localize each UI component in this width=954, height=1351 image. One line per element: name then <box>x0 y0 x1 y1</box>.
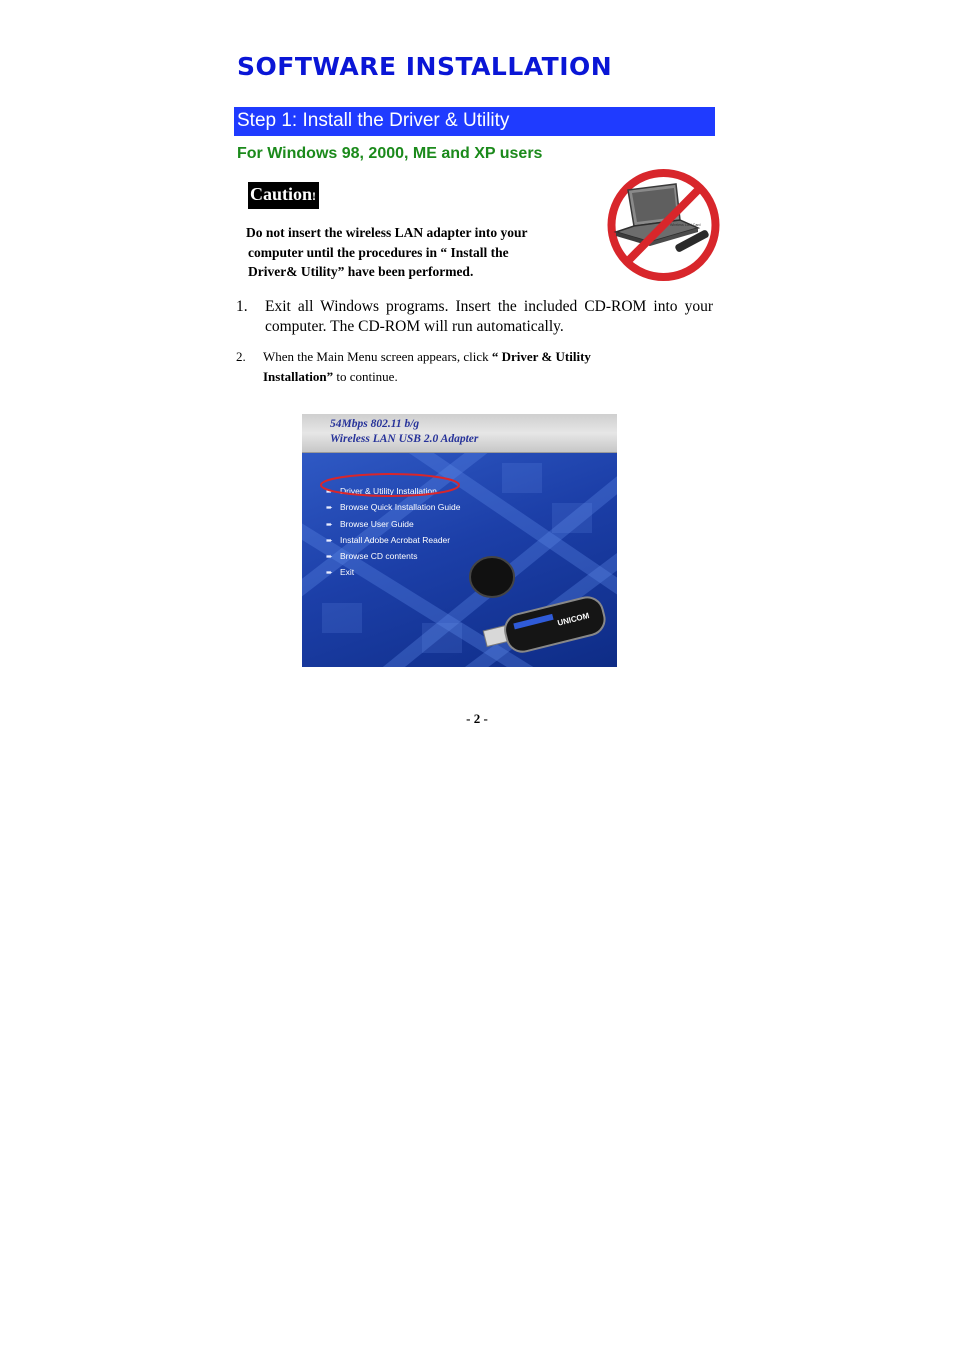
list-text: Exit all Windows programs. Insert the included CD-ROM into your computer. The CD-ROM will run automatically. <box>265 298 713 335</box>
arrow-icon: ➨ <box>326 535 333 545</box>
caution-mark: ! <box>312 189 317 203</box>
step-1-item <box>236 297 713 337</box>
arrow-icon: ➨ <box>326 487 333 496</box>
arrow-icon: ➨ <box>326 568 333 578</box>
page-title: SOFTWARE INSTALLATION <box>237 52 613 81</box>
caution-text <box>246 223 566 282</box>
step-2-text-end: to continue. <box>333 369 398 384</box>
menu-item-browse-cd-contents[interactable]: ➨ Browse CD contents <box>326 548 460 564</box>
arrow-icon: ➨ <box>326 503 333 513</box>
menu-item-driver-utility-installation[interactable]: ➨ Driver & Utility Installation <box>326 483 460 499</box>
cd-menu-header <box>302 414 617 453</box>
caution-line: computer until the procedures in “ Install the <box>248 244 509 260</box>
menu-item-exit[interactable]: ➨ Exit <box>326 564 460 580</box>
os-subheading: For Windows 98, 2000, ME and XP users <box>237 145 543 162</box>
arrow-icon: ➨ <box>326 552 333 562</box>
page-number: - 2 - <box>466 711 488 726</box>
menu-item-browse-user-guide[interactable]: ➨ Browse User Guide <box>326 516 460 532</box>
highlight-ellipse <box>319 473 461 499</box>
no-insert-laptop-image <box>604 168 723 282</box>
usb-cap-icon <box>470 557 514 597</box>
step-2-item <box>236 347 676 387</box>
usb-brand: UNICOM <box>556 611 591 628</box>
menu-item-install-adobe-acrobat-reader[interactable]: ➨ Install Adobe Acrobat Reader <box>326 532 460 548</box>
caution-line: Do not insert the wireless LAN adapter into your <box>246 225 528 240</box>
arrow-icon: ➨ <box>326 519 333 529</box>
list-text <box>263 347 676 387</box>
caution-label: Caution <box>250 184 313 204</box>
cd-menu-header-line1: 54Mbps 802.11 b/g <box>330 418 420 430</box>
cd-menu-header-line2: Wireless LAN USB 2.0 Adapter <box>330 433 479 445</box>
usb-card-caption: Wireless LAN Card <box>670 223 701 227</box>
cd-menu-screenshot <box>302 414 617 667</box>
step-2-text: When the Main Menu screen appears, click <box>263 349 492 364</box>
list-number: 1. <box>236 298 248 315</box>
step-banner <box>234 107 715 136</box>
caution-line: Driver& Utility” have been performed. <box>248 264 474 279</box>
caution-badge <box>248 182 319 209</box>
step-title: Step 1: Install the Driver & Utility <box>237 110 510 131</box>
cd-menu-body <box>302 453 617 667</box>
step-2-bold-continued: Installation” <box>263 369 334 384</box>
step-2-bold: “ Driver & Utility <box>491 349 591 364</box>
menu-item-browse-quick-installation-guide[interactable]: ➨ Browse Quick Installation Guide <box>326 499 460 515</box>
list-number: 2. <box>236 349 246 364</box>
